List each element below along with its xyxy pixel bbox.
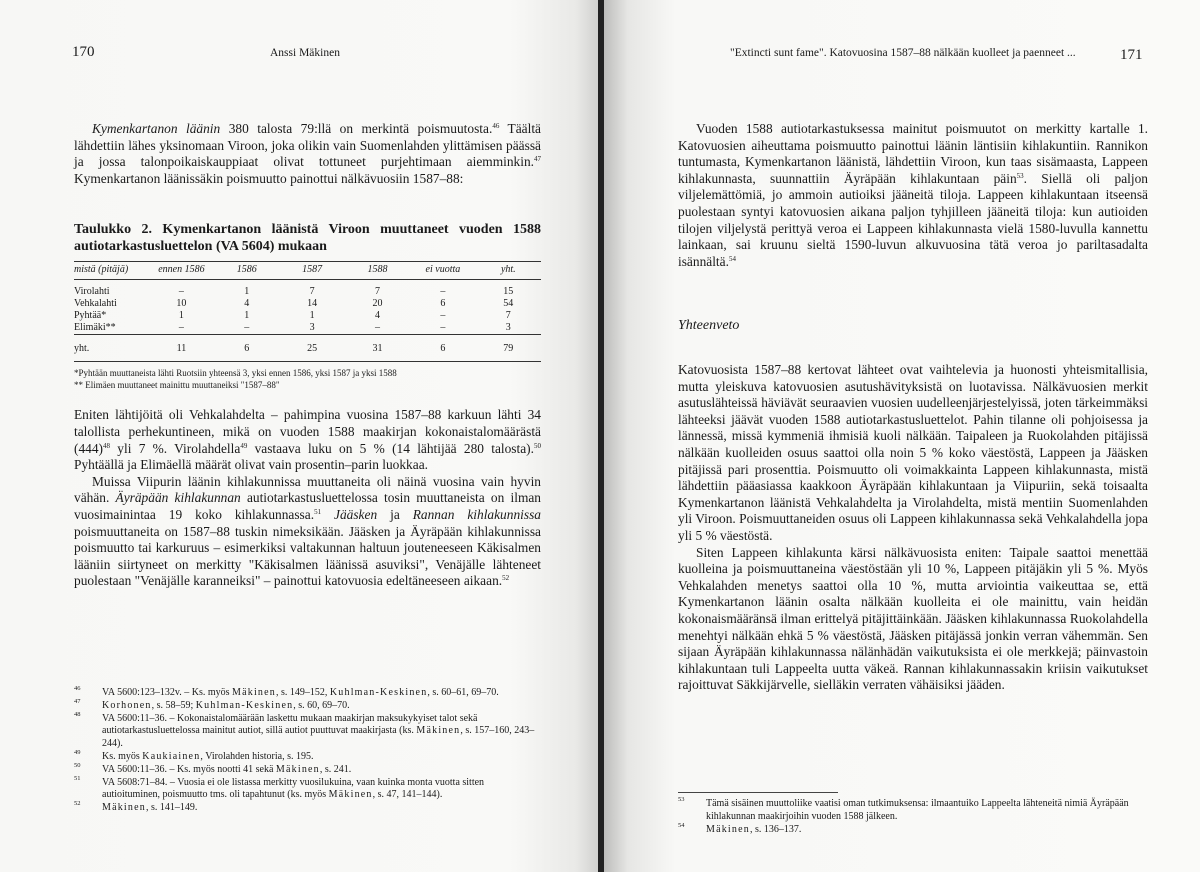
- paragraph: Eniten lähtijöitä oli Vehkalahdelta – pahimpina vuosina 1587–88 karkuun lähti 34 talollista perhekuntineen, mikä on vuoden 1588 maakirjan kokonaistalomäärästä $(444)^{48}$ yli 7 %. Virolahdella$^{49}$ vastaava luku on 5 % (14 lähtijää 280 talosta).$^{50}$ Pyhtäällä ja Elimäellä määrät olivat vain prosentin–parin luokkaa.: [74, 407, 541, 473]
- table-cell: 6: [214, 335, 279, 356]
- table-header-cell: ei vuotta: [410, 262, 475, 280]
- table-cell: 4: [375, 310, 381, 322]
- table-row: [74, 298, 541, 310]
- table-cell: 4: [244, 298, 250, 310]
- table-cell: 1: [244, 286, 250, 298]
- table-cell: 15: [503, 286, 514, 298]
- footnote-text: Korhonen, s. 58–59; Kuhlman-Keskinen, s. 60, 69–70.: [102, 699, 350, 711]
- table-cell: –: [440, 310, 446, 322]
- table-cell: 1: [244, 310, 250, 322]
- intro-paragraph: Kymenkartanon läänin 380 talosta 79:llä on merkintä poismuutosta.$^{46}$ Täältä lähdettiin lähes yksinomaan Viroon, joka olikin vain Suomenlahden ylittämisen päässä ja jossa talonpoikaiskauppiaat olivat tottuneet purjehtimaan aiemminkin.$^{47}$ Kymenkartanon läänissäkin poismuutto painottui nälkävuosiin 1587–88:: [74, 121, 542, 186]
- table-header-cell: 1587: [279, 262, 344, 280]
- footnote-number: 51: [74, 774, 81, 782]
- table-row: [74, 286, 541, 298]
- right-page: [604, 0, 1200, 872]
- footnote-number: 50: [74, 761, 81, 769]
- table-cell: yht.: [74, 335, 149, 356]
- paragraph: Vuoden 1588 autiotarkastuksessa mainitut poismuutot on merkitty kartalle 1. Katovuosien aiheuttama poismuutto painottui läänin läntisiin kihlakuntiin. Rannikon tuntumasta, Kymenkartanon läänistä, lähdettiin Viroon, kun taas sisämaasta, Lappeen kihlakunnasta, suunnattiin Äyräpään kihlakuntaan päin$^{53}$. Siellä oli paljon viljelemättömiä, jo ammoin autioiksi jääneitä tiloja. Lappeen kihlakuntaan itseensä puolestaan syntyi katovuosien aikana paljon tyhjilleen jääneitä tiloja: kun autioiden tilojen viljelystä perittyä veroa ei Lappeen kihlakunnasta vielä 1580-luvulla kannettu lainkaan, sai kruunu sieltä 1590-luvun alkuvuosina tätä veroa jo pariltasadalta isännältä.$^{54}$: [678, 121, 1148, 269]
- table-cell: 20: [372, 298, 383, 310]
- footnote-text: VA 5600:11–36. – Kokonaistalomäärään laskettu mukaan maakirjan maksukykyiset talot sekä autiotarkastusluettelossa mainitut autiot, sillä autiot puuttuvat maakirjasta (ks. Mäkinen, s. 157–160, 243–244).: [102, 712, 535, 750]
- footnote-text: Tämä sisäinen muuttoliike vaatisi oman tutkimuksensa: ilmaantuiko Lappeelta lähteneitä nimiä Äyräpään kihlakunnan maakirjoihin vuoden 1588 jälkeen.: [706, 798, 1129, 822]
- table-cell: 6: [440, 298, 446, 310]
- table-cell: –: [178, 322, 184, 334]
- footnote-number: 49: [74, 748, 81, 756]
- table-cell: 7: [309, 286, 315, 298]
- table-cell: –: [244, 322, 250, 334]
- table-header-row: [74, 262, 541, 280]
- table-row: [74, 322, 541, 335]
- footnote: [678, 798, 1148, 824]
- table-cell: Elimäki**: [74, 322, 116, 334]
- table-cell: 1: [309, 310, 315, 322]
- footnote: [74, 774, 541, 803]
- page-number: 170: [72, 44, 95, 60]
- footnote-number: 46: [74, 685, 81, 692]
- table-cell: Vehkalahti: [74, 298, 117, 310]
- footnote-number: 47: [74, 697, 81, 705]
- footnote: [74, 748, 541, 764]
- table-note: *Pyhtään muuttaneista lähti Ruotsiin yhteensä 3, yksi ennen 1586, yksi 1587 ja yksi 1588: [74, 368, 397, 379]
- table-note: ** Elimäen muuttaneet mainittu muuttaneiksi "1587–88": [74, 379, 280, 390]
- table-header-cell: ennen 1586: [149, 262, 214, 280]
- table-cell: 1: [178, 310, 184, 322]
- table-cell: 11: [149, 335, 214, 356]
- table-cell: 79: [476, 335, 541, 356]
- footnote-text: VA 5608:71–84. – Vuosia ei ole listassa merkitty vuosilukuina, vaan kuinka monta vuotta sitten autioituminen, poismuutto tms. oli tapahtunut (ks. myös Mäkinen, s. 47, 141–144).: [102, 776, 485, 801]
- table-cell: –: [440, 286, 446, 298]
- table-header-cell: yht.: [476, 262, 541, 280]
- running-head: Anssi Mäkinen: [270, 47, 340, 59]
- table-cell: Pyhtää*: [74, 310, 107, 322]
- right-body-bottom: [678, 362, 1148, 694]
- footnotes: [678, 798, 1148, 836]
- footnote: [74, 802, 541, 815]
- page-number: 171: [1120, 47, 1143, 63]
- table-cell: 31: [345, 335, 410, 356]
- table-notes: [74, 368, 541, 391]
- table-cell: –: [375, 322, 381, 334]
- footnote-text: VA 5600:11–36. – Ks. myös nootti 41 sekä Mäkinen, s. 241.: [102, 763, 352, 775]
- footnote-text: VA 5600:123–132v. – Ks. myös Mäkinen, s. 149–152, Kuhlman-Keskinen, s. 60–61, 69–70.: [102, 687, 499, 698]
- footnote-text: Mäkinen, s. 136–137.: [706, 823, 802, 835]
- table-cell: 7: [505, 310, 511, 322]
- footnotes: [74, 687, 541, 815]
- table-cell: 7: [375, 286, 381, 298]
- table-cell: Virolahti: [74, 286, 110, 298]
- section-heading: Yhteenveto: [678, 318, 740, 333]
- table-cell: 25: [279, 335, 344, 356]
- left-body: [74, 121, 541, 590]
- table-row: [74, 310, 541, 322]
- footnote-text: Mäkinen, s. 141–149.: [102, 802, 198, 814]
- table-header-cell: mistä (pitäjä): [74, 262, 149, 280]
- footnote: [678, 821, 1148, 837]
- table-total-row: [74, 335, 541, 356]
- footnote: [74, 697, 541, 713]
- footnote-number: 53: [678, 796, 685, 803]
- table-cell: 3: [505, 322, 511, 334]
- footnote-number: 52: [74, 800, 81, 808]
- footnote: [74, 761, 541, 777]
- footnote-number: 48: [74, 710, 81, 718]
- table-cell: 3: [309, 322, 315, 334]
- paragraph: Siten Lappeen kihlakunta kärsi nälkävuosista eniten: Taipale saattoi menettää kuolleina ja poismuuttaneina väestöstään yli 10 %, Lappeen pitäjäkin yli 5 %. Myös Vehkalahden menetys saattoi olla 10 %, mutta arviointia vaikeuttaa se, että Kymenkartanon läänin osalta nälkään kuolleita ei ole mainittu, vain heidän kokonaismääränsä ilman erittelyä pitäjittäinkään. Jääsken kihlakunnassa Ruokolahdella menehtyi nälkään ehkä 5 % väestöstä, Jääsken pitäjässä jonkin verran vähemmän. Sen sijaan Äyräpään kihlakunnassa nälänhädän vaikutuksista ei ole merkkejä; päinvastoin kihlakuntaan tuli Lappeelta uutta väkeä. Rannan kihlakunnassakin kriisin vaikutukset rajoittuvat Säkkijärvelle, sielläkin verraten vähäisiksi jääden.: [678, 544, 1148, 693]
- table-cell: –: [178, 286, 184, 298]
- table-block: [74, 221, 541, 391]
- footnote-text: Ks. myös Kaukiainen, Virolahden historia, s. 195.: [102, 750, 314, 762]
- table-cell: 54: [503, 298, 514, 310]
- footnote: [74, 687, 541, 700]
- footnote-number: 54: [678, 821, 685, 829]
- right-body-top: [678, 121, 1148, 270]
- table-header-cell: 1588: [345, 262, 410, 280]
- running-head: "Extincti sunt fame". Katovuosina 1587–88 nälkään kuolleet ja paenneet ...: [730, 47, 1076, 59]
- table-cell: –: [440, 322, 446, 334]
- table-header-cell: 1586: [214, 262, 279, 280]
- data-table: [74, 261, 541, 362]
- paragraph: Katovuosista 1587–88 kertovat lähteet ovat vaihtelevia ja huonosti yhteismitallisia, mutta yleiskuva katovuosien asutushävityksistä on luotavissa. Nälkävuosien merkit asutuslähteissä häviävät seuraavien vuosien uudelleenjärjestelyissä, joten tärkeimmäksi lähteeksi jäävät vuoden 1588 autiotarkastusluettelot. Pahin tilanne oli pohjoisessa ja lännessä, missä kymmeniä ihmisiä kuoli nälkään. Taipaleen ja Ruokolahden pitäjissä nälkään kuolleiden osuus saattoi olla noin 5 % koko väestöstä, Lappeen ja Jääsken pitäjissä pari prosenttia. Poismuutto oli voimakkainta Lappeen kihlakunnasta, mistä lähdettiin pääasiassa kaakkoon Äyräpään kihlakuntaan ja Viipuriin, sekä toisaalta Kymenkartanon läänistä Vehkalahdelta ja Virolahdelta, mistä mentiin Suomenlahden yli Viroon. Poismuuttaneiden osuus oli Lappeen kihlakunnassa sekä Vehkalahdella jopa yli 5 % väestöstä.: [678, 362, 1148, 543]
- footnote: [74, 710, 541, 751]
- table-cell: 6: [410, 335, 475, 356]
- table-cell: 14: [307, 298, 318, 310]
- table-caption: Taulukko 2. Kymenkartanon läänistä Viroon muuttaneet vuoden 1588 autiotarkastusluettelon (VA 5604) mukaan: [74, 222, 541, 255]
- table-cell: 10: [176, 298, 187, 310]
- paragraph: Muissa Viipurin läänin kihlakunnissa muuttaneita oli näinä vuosina vain hyvin vähän. Äyräpään kihlakunnan autiotarkastusluettelossa tosin muuttaneista on ilman vuosimainintaa 19 koko kihlakunnassa.$^{51}$ Jääsken ja Rannan kihlakunnissa poismuuttaneita on 1587–88 tuskin nimeksikään. Jääsken ja Äyräpään kihlakunnissa poismuutto tai karkuruus – esimerkiksi valtakunnan haltuun jouteneeseen Käkisalmen lääniin siirtyneet on merkitty "Käkisalmen läänissä asuviksi", Venäjälle lähteneet puolestaan "Venäjälle karanneiksi" – painottui katovuosia edeltäneeseen aikaan.$^{52}$: [74, 473, 542, 589]
